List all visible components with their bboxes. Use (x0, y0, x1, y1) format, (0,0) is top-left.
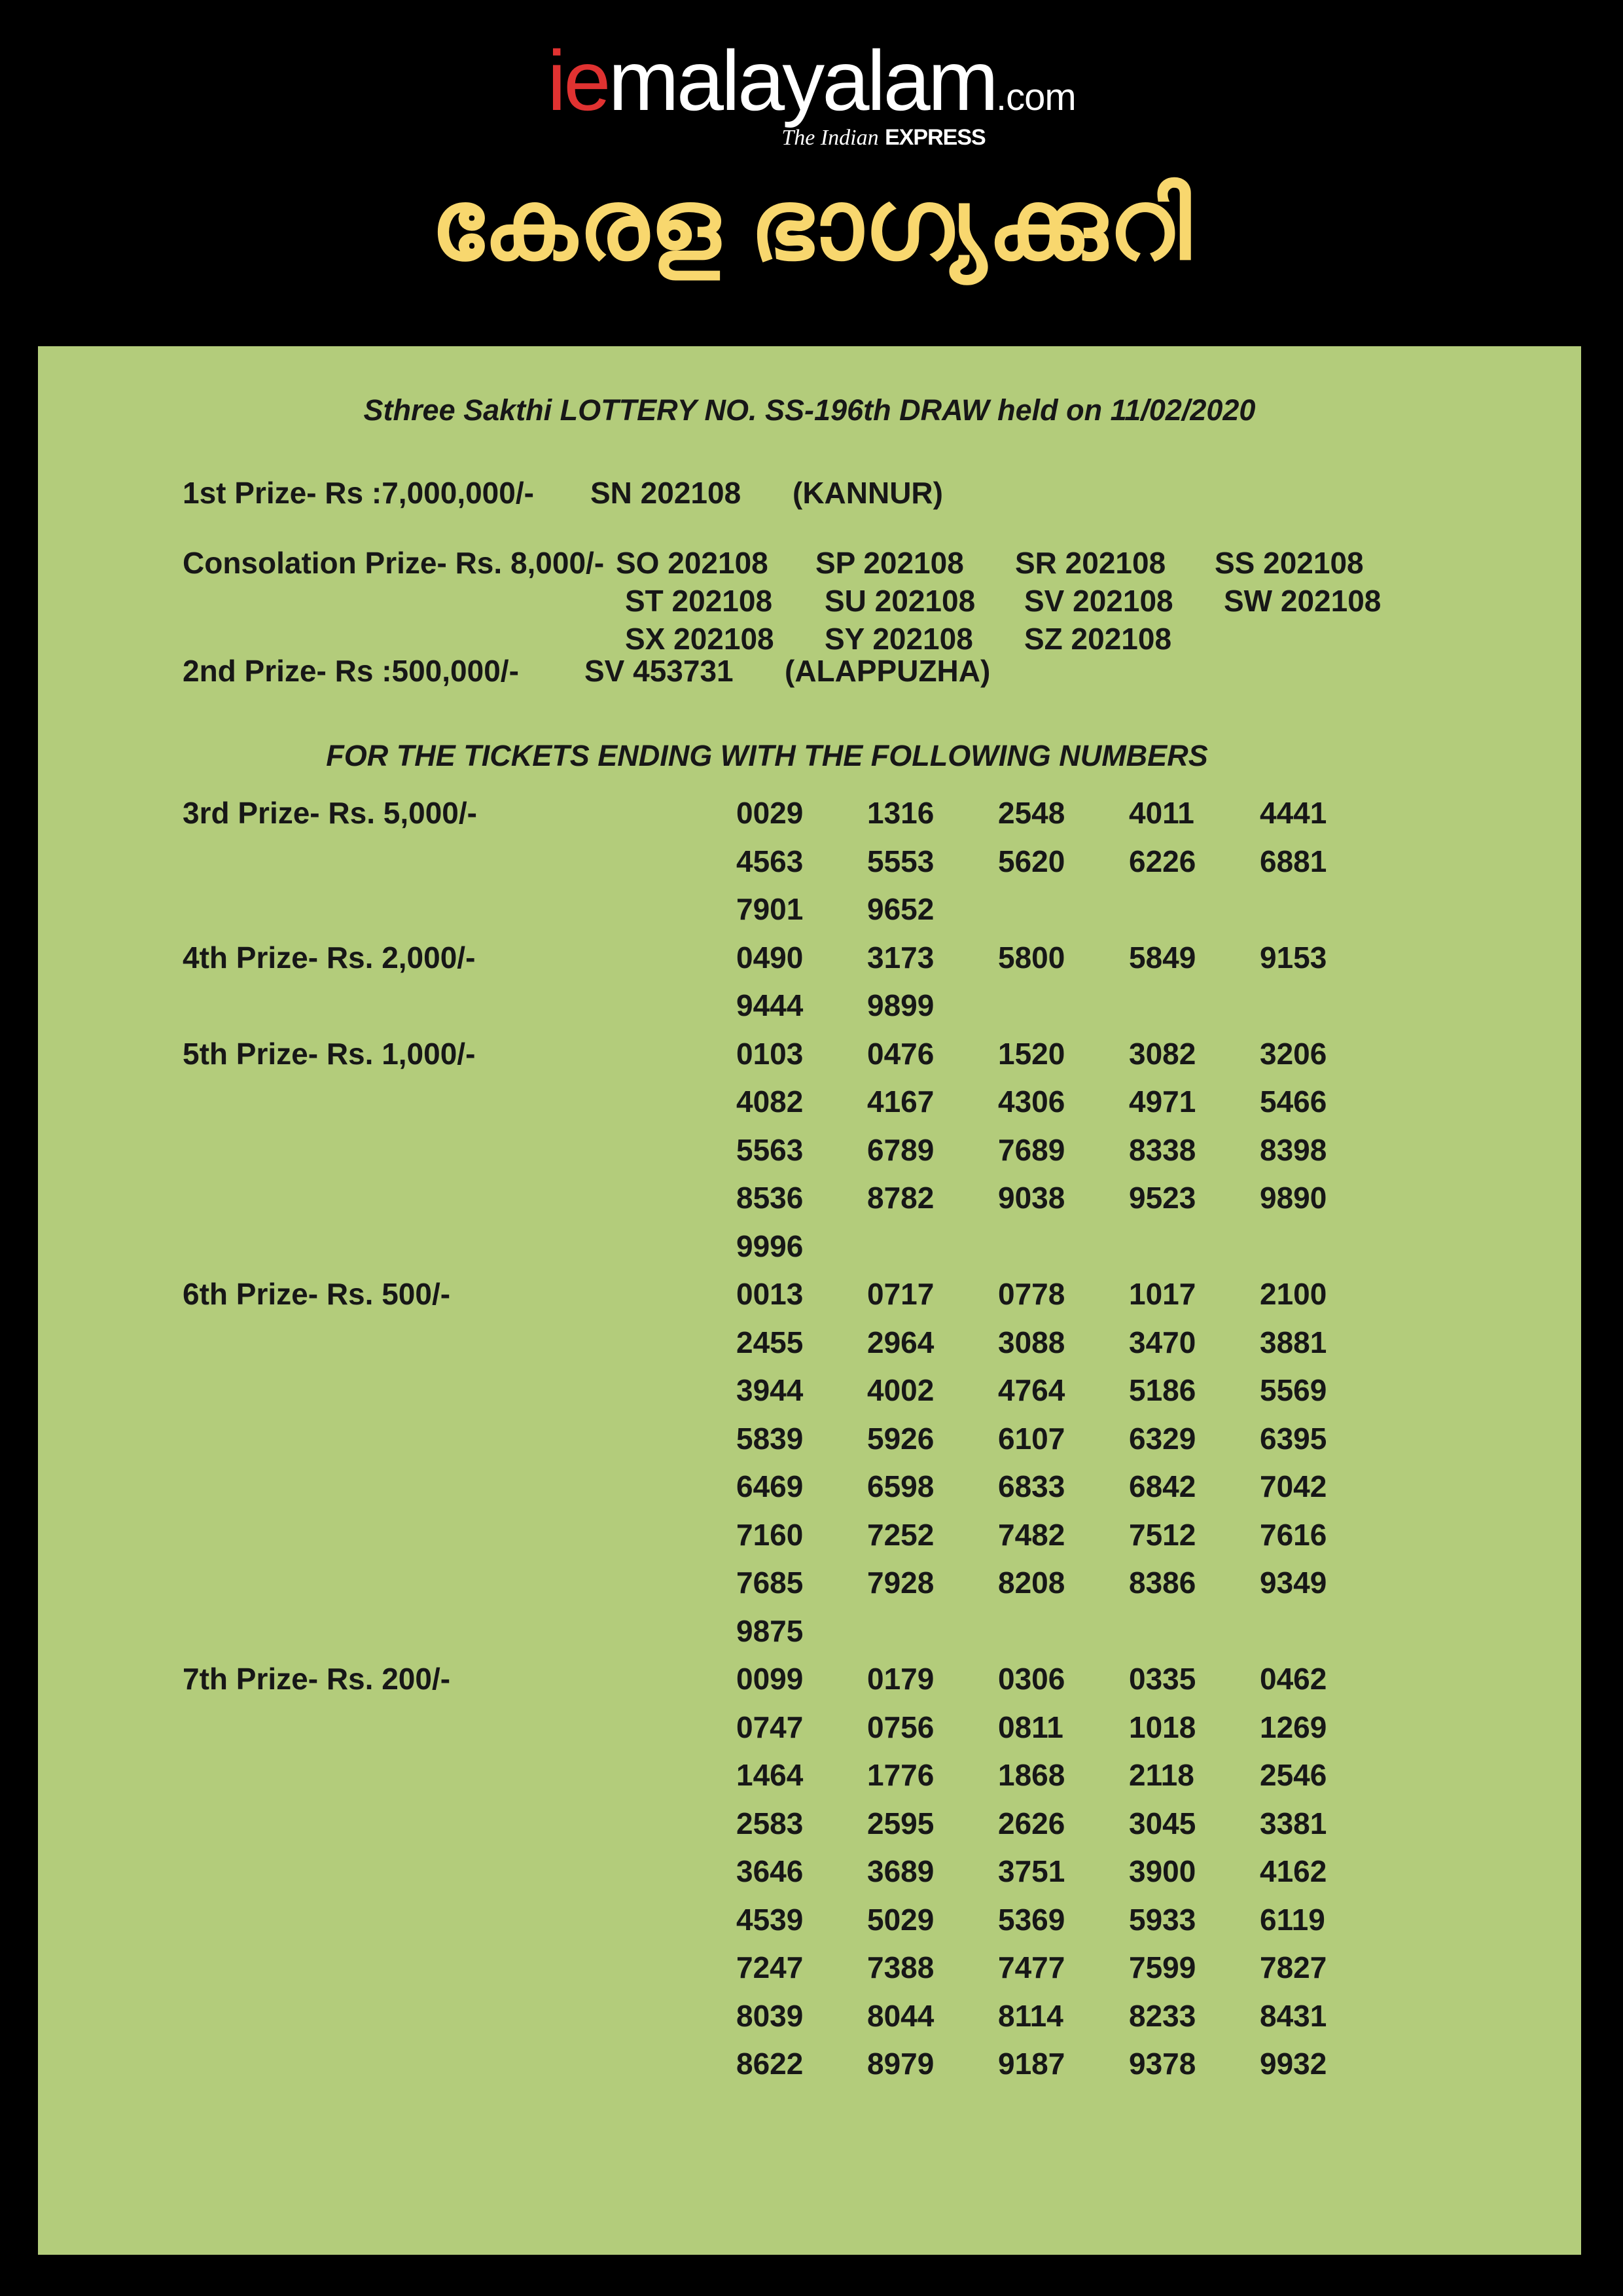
consolation-row (38, 620, 1581, 657)
ending-number: 5926 (867, 1421, 935, 1456)
ending-prize-row (38, 1174, 1581, 1222)
ending-number: 9444 (736, 988, 804, 1022)
ending-number: 8782 (867, 1181, 935, 1215)
ending-number: 7685 (736, 1566, 804, 1600)
ending-number: 6329 (1129, 1421, 1196, 1456)
ending-number: 9899 (867, 988, 935, 1022)
ending-prize-row (38, 981, 1581, 1030)
ending-number: 8536 (736, 1181, 804, 1215)
logo-wordmark (547, 33, 1075, 128)
ending-prize-row (38, 1462, 1581, 1511)
prize-label: 4th Prize- Rs. 2,000/- (183, 940, 476, 975)
first-prize-label: 1st Prize- Rs :7,000,000/- (183, 476, 534, 510)
ending-number: 5620 (998, 844, 1065, 878)
second-prize-label: 2nd Prize- Rs :500,000/- (183, 654, 519, 688)
ending-number: 8431 (1260, 1998, 1327, 2033)
consolation-ticket: SP 202108 (815, 546, 964, 580)
ending-number: 3206 (1260, 1036, 1327, 1071)
ending-number: 7482 (998, 1517, 1065, 1552)
ending-number: 4306 (998, 1085, 1065, 1119)
ending-number: 9153 (1260, 940, 1327, 975)
ending-number: 5186 (1129, 1373, 1196, 1407)
ending-number: 9875 (736, 1613, 804, 1648)
consolation-ticket: SV 202108 (1024, 584, 1173, 618)
ending-number: 7042 (1260, 1469, 1327, 1503)
consolation-ticket: SZ 202108 (1024, 622, 1172, 656)
ending-number: 7901 (736, 892, 804, 926)
ending-number: 5839 (736, 1421, 804, 1456)
second-prize-ticket: SV 453731 (584, 654, 734, 688)
ending-number: 7616 (1260, 1517, 1327, 1552)
ending-number: 6842 (1129, 1469, 1196, 1503)
ending-number: 0717 (867, 1277, 935, 1311)
ending-prize-row (38, 789, 1581, 837)
ending-prize-row (38, 1799, 1581, 1848)
ending-number: 5933 (1129, 1902, 1196, 1937)
prize-label: 7th Prize- Rs. 200/- (183, 1662, 451, 1696)
ending-number: 6833 (998, 1469, 1065, 1503)
ending-number: 2100 (1260, 1277, 1327, 1311)
consolation-ticket: SY 202108 (825, 622, 973, 656)
ending-number: 0179 (867, 1662, 935, 1696)
ending-number: 9349 (1260, 1566, 1327, 1600)
ending-number: 2548 (998, 796, 1065, 830)
ending-number: 0778 (998, 1277, 1065, 1311)
ending-number: 7689 (998, 1132, 1065, 1167)
ending-number: 3381 (1260, 1806, 1327, 1840)
ending-number: 5569 (1260, 1373, 1327, 1407)
ending-number: 3881 (1260, 1325, 1327, 1359)
first-prize-row (38, 475, 1581, 511)
consolation-ticket: SR 202108 (1015, 546, 1166, 580)
ending-number: 0462 (1260, 1662, 1327, 1696)
ending-number: 6119 (1260, 1902, 1325, 1937)
logo-ie-prefix: ie (547, 33, 609, 128)
ending-prize-row (38, 1703, 1581, 1751)
ending-number: 5553 (867, 844, 935, 878)
ending-number: 7388 (867, 1950, 935, 1984)
ending-number: 1316 (867, 796, 935, 830)
page-title-malayalam: കേരള ഭാഗ്യക്കുറി (431, 170, 1192, 279)
ending-number: 1520 (998, 1036, 1065, 1071)
ending-prize-row (38, 1751, 1581, 1799)
ending-number: 6881 (1260, 844, 1327, 878)
site-logo (547, 33, 1076, 150)
tagline-express: EXPRESS (885, 125, 986, 150)
results-panel (38, 346, 1581, 2255)
ending-number: 1464 (736, 1758, 804, 1792)
consolation-row (38, 583, 1581, 619)
ending-number: 6107 (998, 1421, 1065, 1456)
ending-prize-row (38, 1366, 1581, 1414)
first-prize-location: (KANNUR) (793, 476, 943, 510)
ending-number: 0306 (998, 1662, 1065, 1696)
ending-number: 8114 (998, 1998, 1063, 2033)
ending-number: 6395 (1260, 1421, 1327, 1456)
consolation-ticket: ST 202108 (625, 584, 773, 618)
ending-number: 7827 (1260, 1950, 1327, 1984)
ending-prize-row (38, 1222, 1581, 1270)
ending-number: 5849 (1129, 940, 1196, 975)
ending-number: 9996 (736, 1229, 804, 1263)
ending-prize-row (38, 1414, 1581, 1463)
consolation-ticket: SS 202108 (1215, 546, 1364, 580)
site-masthead (0, 33, 1623, 150)
ending-number: 4167 (867, 1085, 935, 1119)
ending-number: 5369 (998, 1902, 1065, 1937)
first-prize-ticket: SN 202108 (590, 476, 741, 510)
ending-number: 7252 (867, 1517, 935, 1552)
ending-number: 4082 (736, 1085, 804, 1119)
ending-number: 2964 (867, 1325, 935, 1359)
ending-number: 9523 (1129, 1181, 1196, 1215)
ending-number: 3944 (736, 1373, 804, 1407)
logo-domain-suffix: .com (996, 76, 1076, 118)
ending-number: 4011 (1129, 796, 1194, 830)
consolation-ticket: SU 202108 (825, 584, 976, 618)
tagline-the-indian: The Indian (781, 126, 879, 150)
ending-prize-row (38, 1511, 1581, 1559)
ending-number: 7477 (998, 1950, 1065, 1984)
ending-number: 7512 (1129, 1517, 1196, 1552)
second-prize-location: (ALAPPUZHA) (785, 654, 991, 688)
ending-number: 0756 (867, 1710, 935, 1744)
ending-number: 4441 (1260, 796, 1327, 830)
ending-prize-row (38, 1943, 1581, 1992)
consolation-ticket: SO 202108 (616, 546, 768, 580)
consolation-ticket: SW 202108 (1224, 584, 1382, 618)
ending-number: 4539 (736, 1902, 804, 1937)
ending-number: 8208 (998, 1566, 1065, 1600)
ending-number: 9652 (867, 892, 935, 926)
ending-number: 3045 (1129, 1806, 1196, 1840)
draw-header: Sthree Sakthi LOTTERY NO. SS-196th DRAW held on 11/02/2020 (363, 393, 1256, 427)
ending-prize-row (38, 1992, 1581, 2040)
ending-number: 3088 (998, 1325, 1065, 1359)
ending-number: 6789 (867, 1132, 935, 1167)
ending-number: 5466 (1260, 1085, 1327, 1119)
ending-number: 1269 (1260, 1710, 1327, 1744)
ending-number: 1018 (1129, 1710, 1196, 1744)
ending-number: 9890 (1260, 1181, 1327, 1215)
ending-number: 8338 (1129, 1132, 1196, 1167)
ending-number: 3173 (867, 940, 935, 975)
ending-number: 4162 (1260, 1854, 1327, 1888)
consolation-ticket: SX 202108 (625, 622, 774, 656)
ending-number: 9187 (998, 2047, 1065, 2081)
prize-label: 6th Prize- Rs. 500/- (183, 1277, 451, 1311)
ending-prize-row (38, 2039, 1581, 2088)
ending-number: 1868 (998, 1758, 1065, 1792)
ending-prize-row (38, 1558, 1581, 1607)
ending-number: 7247 (736, 1950, 804, 1984)
second-prize-row (38, 653, 1581, 689)
ending-prize-row (38, 1126, 1581, 1174)
ending-number: 0029 (736, 796, 804, 830)
ending-number: 8233 (1129, 1998, 1196, 2033)
ending-number: 0335 (1129, 1662, 1196, 1696)
ending-number: 4002 (867, 1373, 935, 1407)
ending-number: 5563 (736, 1132, 804, 1167)
ending-number: 8044 (867, 1998, 935, 2033)
ending-number: 7928 (867, 1566, 935, 1600)
prize-label: 5th Prize- Rs. 1,000/- (183, 1036, 476, 1071)
ending-number: 0103 (736, 1036, 804, 1071)
ending-number: 8979 (867, 2047, 935, 2081)
consolation-row (38, 545, 1581, 581)
ending-number: 0490 (736, 940, 804, 975)
ending-number: 2595 (867, 1806, 935, 1840)
ending-number: 0476 (867, 1036, 935, 1071)
ending-number: 8622 (736, 2047, 804, 2081)
ending-prize-row (38, 1077, 1581, 1126)
ending-number: 0013 (736, 1277, 804, 1311)
ending-prize-row (38, 885, 1581, 933)
ending-number: 4764 (998, 1373, 1065, 1407)
ending-number: 7599 (1129, 1950, 1196, 1984)
ending-number: 3470 (1129, 1325, 1196, 1359)
prize-label: 3rd Prize- Rs. 5,000/- (183, 796, 477, 830)
ending-prize-row (38, 933, 1581, 982)
ending-number: 6469 (736, 1469, 804, 1503)
ending-prize-row (38, 1030, 1581, 1078)
logo-name: malayalam (608, 33, 997, 128)
ending-prize-row (38, 1655, 1581, 1703)
ending-number: 4563 (736, 844, 804, 878)
ending-number: 0811 (998, 1710, 1063, 1744)
ending-number: 6226 (1129, 844, 1196, 878)
ending-number: 2546 (1260, 1758, 1327, 1792)
consolation-prize-label: Consolation Prize- Rs. 8,000/- (183, 546, 605, 580)
ending-number: 8386 (1129, 1566, 1196, 1600)
ending-prize-row (38, 1847, 1581, 1895)
ending-number: 0099 (736, 1662, 804, 1696)
ending-prize-row (38, 1895, 1581, 1944)
ending-number: 3082 (1129, 1036, 1196, 1071)
ending-number: 8398 (1260, 1132, 1327, 1167)
ending-number: 5800 (998, 940, 1065, 975)
ending-number: 9038 (998, 1181, 1065, 1215)
tickets-ending-header: FOR THE TICKETS ENDING WITH THE FOLLOWING NUMBERS (326, 739, 1208, 772)
ending-number: 1776 (867, 1758, 935, 1792)
ending-number: 3900 (1129, 1854, 1196, 1888)
ending-number: 2455 (736, 1325, 804, 1359)
ending-number: 2118 (1129, 1758, 1194, 1792)
ending-number: 8039 (736, 1998, 804, 2033)
ending-number: 9378 (1129, 2047, 1196, 2081)
ending-number: 0747 (736, 1710, 804, 1744)
ending-number: 7160 (736, 1517, 804, 1552)
ending-prize-row (38, 1318, 1581, 1367)
ending-prize-row (38, 1270, 1581, 1318)
ending-number: 4971 (1129, 1085, 1196, 1119)
ending-number: 6598 (867, 1469, 935, 1503)
ending-number: 3646 (736, 1854, 804, 1888)
ending-prize-row (38, 837, 1581, 886)
ending-number: 3751 (998, 1854, 1065, 1888)
ending-number: 3689 (867, 1854, 935, 1888)
ending-number: 9932 (1260, 2047, 1327, 2081)
ending-number: 1017 (1129, 1277, 1196, 1311)
ending-prize-row (38, 1607, 1581, 1655)
ending-number: 2583 (736, 1806, 804, 1840)
ending-number: 2626 (998, 1806, 1065, 1840)
ending-number: 5029 (867, 1902, 935, 1937)
